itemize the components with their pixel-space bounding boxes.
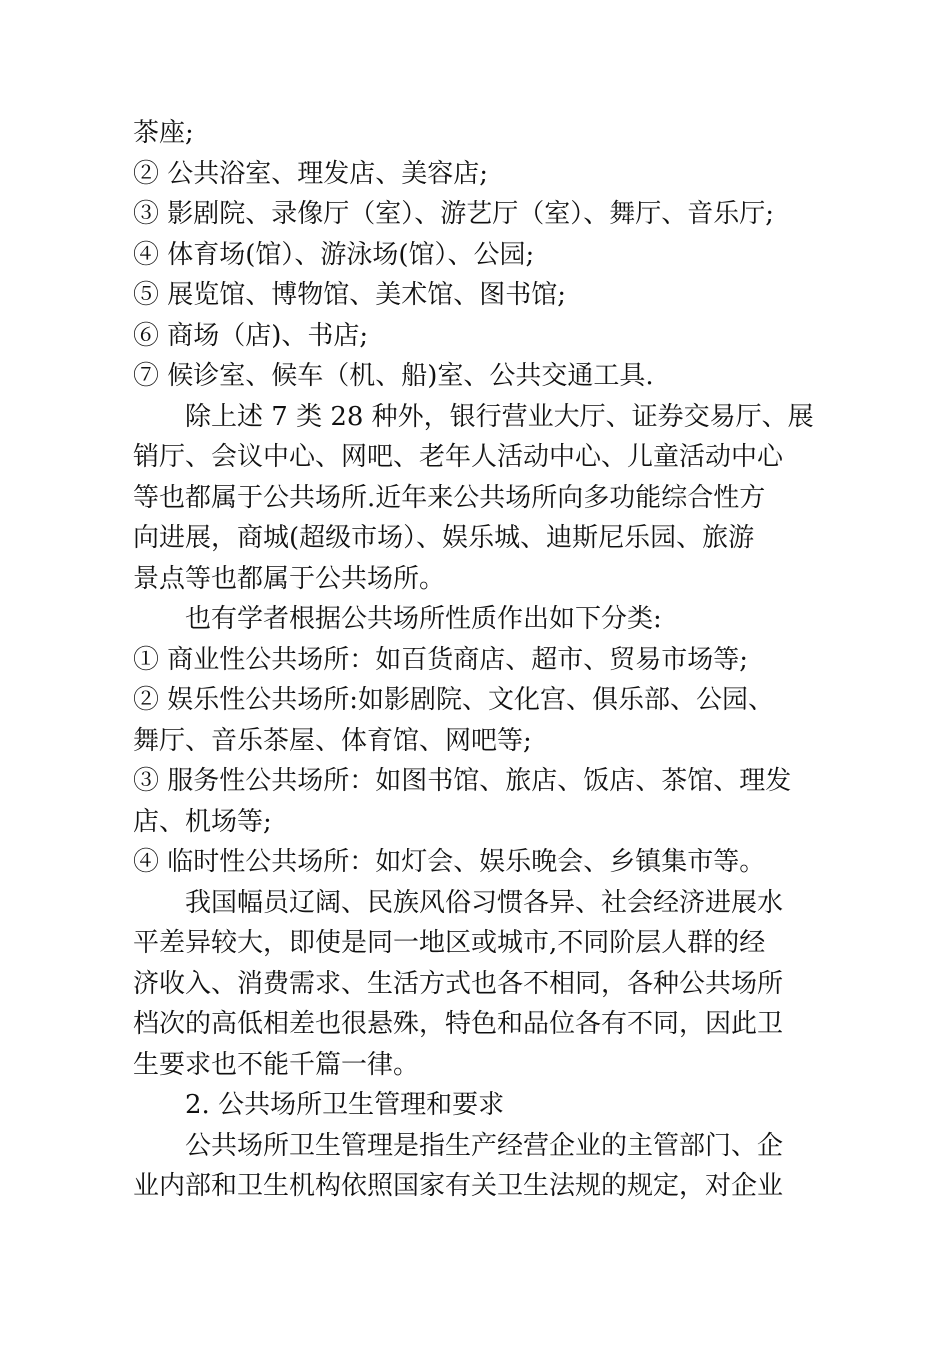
list-item: ③ 服务性公共场所：如图书馆、旅店、饭店、茶馆、理发 [133,766,792,796]
text-line: 等也都属于公共场所.近年来公共场所向多功能综合性方 [133,482,766,513]
list-item: ⑥ 商场（店)、书店; [133,320,369,351]
paragraph-start: 除上述 7 类 28 种外，银行营业大厅、证券交易厅、展 [185,401,814,432]
list-item: ① 商业性公共场所：如百货商店、超市、贸易市场等; [133,644,749,675]
list-item: ③ 影剧院、录像厅（室）、游艺厅（室）、舞厅、音乐厅; [133,199,775,229]
paragraph-start: 公共场所卫生管理是指生产经营企业的主管部门、企 [185,1130,784,1161]
list-item: ② 娱乐性公共场所:如影剧院、文化宫、俱乐部、公园、 [133,685,775,715]
text-line: 茶座; [133,118,194,148]
paragraph-start: 我国幅员辽阔、民族风俗习惯各异、社会经济进展水 [185,887,784,918]
text-line: 生要求也不能千篇一律。 [133,1049,420,1080]
text-line: 业内部和卫生机构依照国家有关卫生法规的规定，对企业 [133,1171,784,1201]
list-item: ④ 体育场(馆）、游泳场(馆）、公园; [133,239,535,270]
section-heading: 2. 公共场所卫生管理和要求 [185,1090,505,1120]
list-item: ⑤ 展览馆、博物馆、美术馆、图书馆; [133,280,567,310]
paragraph-start: 也有学者根据公共场所性质作出如下分类: [185,604,662,634]
list-item: ⑦ 候诊室、候车（机、船)室、公共交通工具. [133,361,654,391]
document-page [133,113,833,1207]
text-line: 平差异较大，即使是同一地区或城市,不同阶层人群的经 [133,928,766,958]
text-line: 济收入、消费需求、生活方式也各不相同，各种公共场所 [133,968,784,999]
text-line: 店、机场等; [133,806,272,837]
text-line: 舞厅、音乐茶屋、体育馆、网吧等; [133,725,532,756]
text-line: 档次的高低相差也很悬殊，特色和品位各有不同，因此卫 [133,1009,784,1039]
list-item: ④ 临时性公共场所：如灯会、娱乐晚会、乡镇集市等。 [133,847,766,877]
text-line: 景点等也都属于公共场所。 [133,563,446,594]
text-line: 向进展，商城(超级市场）、娱乐城、迪斯尼乐园、旅游 [133,523,755,553]
text-line: 销厅、会议中心、网吧、老年人活动中心、儿童活动中心 [133,442,784,472]
list-item: ② 公共浴室、理发店、美容店; [133,158,489,189]
